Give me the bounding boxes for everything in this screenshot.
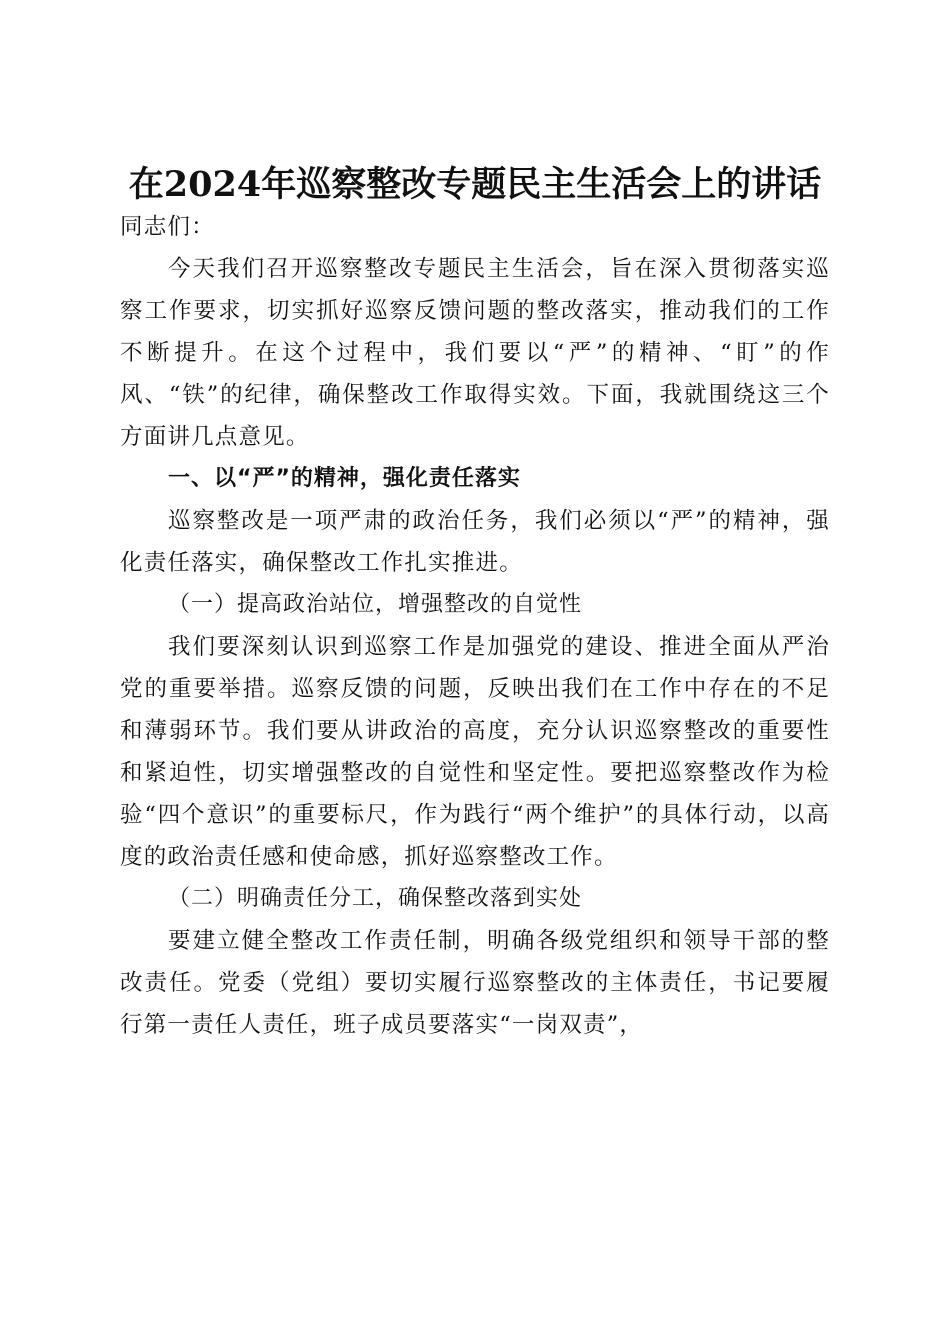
- subsection-2-heading: （二）明确责任分工，确保整改落到实处: [168, 886, 583, 911]
- subsection-1-heading: （一）提高政治站位，增强整改的自觉性: [168, 592, 583, 617]
- document-title: 在2024年巡察整改专题民主生活会上的讲话: [128, 164, 822, 206]
- salutation: 同志们：: [120, 214, 215, 240]
- section-1-heading: 一、以“严”的精神，强化责任落实: [168, 466, 521, 491]
- subsection-2-paragraph: 要建立健全整改工作责任制，明确各级党组织和领导干部的整改责任。党委（党组）要切实履行巡察整改的主体责任，书记要履行第一责任人责任，班子成员要落实“一岗双责”，: [120, 928, 830, 1038]
- subsection-1-paragraph: 我们要深刻认识到巡察工作是加强党的建设、推进全面从严治党的重要举措。巡察反馈的问题，反映出我们在工作中存在的不足和薄弱环节。我们要从讲政治的高度，充分认识巡察整改的重要性和紧迫性，切实增强整改的自觉性和坚定性。要把巡察整改作为检验“四个意识”的重要标尺，作为践行“两个维护”的具体行动，以高度的政治责任感和使命感，抓好巡察整改工作。: [120, 634, 830, 870]
- section-1-lead-paragraph: 巡察整改是一项严肃的政治任务，我们必须以“严”的精神，强化责任落实，确保整改工作扎实推进。: [120, 508, 830, 576]
- intro-paragraph: 今天我们召开巡察整改专题民主生活会，旨在深入贯彻落实巡察工作要求，切实抓好巡察反馈问题的整改落实，推动我们的工作不断提升。在这个过程中，我们要以“严”的精神、“盯”的作风、“铁”的纪律，确保整改工作取得实效。下面，我就围绕这三个方面讲几点意见。: [120, 256, 830, 450]
- document-body: [120, 206, 830, 1046]
